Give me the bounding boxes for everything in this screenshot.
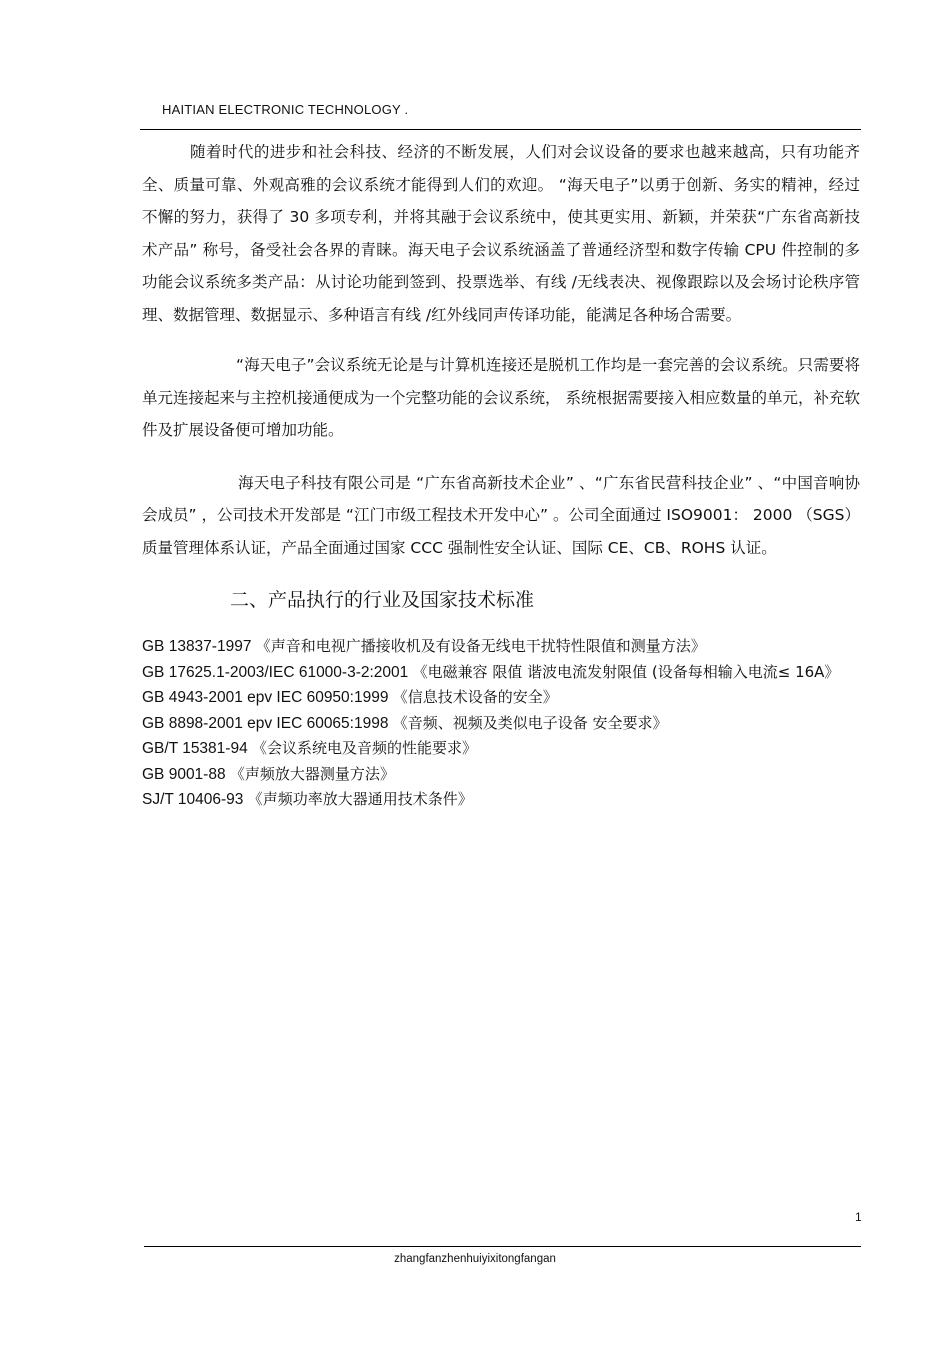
standard-item (142, 685, 860, 711)
paragraph-company: 海天电子科技有限公司是 “广东省高新技术企业” 、“广东省民营科技企业” 、“中国音响协会成员” ，公司技术开发部是 “江门市级工程技术开发中心” 。公司全面通过 ISO9001： 2000 （SGS）质量管理体系认证，产品全面通过国家 CCC 强制性安全认证、国际 CE、CB、ROHS 认证。 (142, 473, 860, 557)
standard-code: GB 4943-2001 epv IEC 60950:1999 (142, 689, 389, 706)
footer-divider (144, 1246, 861, 1247)
header-divider (140, 129, 861, 130)
standard-title: 《声频功率放大器通用技术条件》 (247, 790, 473, 808)
standard-title: 《电磁兼容 限值 谐波电流发射限值 (设备每相输入电流≤ 16A》 (412, 662, 840, 681)
standards-list (142, 634, 860, 813)
standard-item (142, 736, 860, 762)
standard-item (142, 711, 860, 737)
standard-code: GB 8898-2001 epv IEC 60065:1998 (142, 714, 389, 732)
standard-code: SJ/T 10406-93 (142, 791, 244, 808)
section-title: 二、产品执行的行业及国家技术标准 (230, 589, 535, 611)
standard-code: GB 9001-88 (142, 765, 226, 783)
page-number: 1 (855, 1210, 862, 1224)
page-footer: zhangfanzhenhuiyixitongfangan (394, 1253, 556, 1265)
standard-title: 《声音和电视广播接收机及有设备无线电干扰特性限值和测量方法》 (255, 637, 706, 655)
standard-code: GB/T 15381-94 (142, 740, 248, 757)
standard-code: GB 17625.1-2003/IEC 61000-3-2:2001 (142, 663, 409, 681)
standard-item (142, 787, 860, 813)
standard-title: 《会议系统电及音频的性能要求》 (252, 739, 478, 757)
standard-item (142, 660, 860, 686)
document-body (142, 136, 860, 813)
standard-code: GB 13837-1997 (142, 638, 252, 655)
standard-item (142, 762, 860, 788)
standard-title: 《声频放大器测量方法》 (229, 764, 395, 783)
standard-title: 《音频、视频及类似电子设备 安全要求》 (392, 713, 668, 732)
standard-item (142, 634, 860, 660)
paragraph-intro: 随着时代的进步和社会科技、经济的不断发展，人们对会议设备的要求也越来越高，只有功能齐全、质量可靠、外观高雅的会议系统才能得到人们的欢迎。 “海天电子”以勇于创新、务实的精神，经过不懈的努力，获得了 30 多项专利，并将其融于会议系统中，使其更实用、新颖，并荣获“广东省高新技术产品” 称号，备受社会各界的青睐。海天电子会议系统涵盖了普通经济型和数字传输 CPU 件控制的多功能会议系统多类产品：从讨论功能到签到、投票选举、有线 /无线表决、视像跟踪以及会场讨论秩序管理、数据管理、数据显示、多种语言有线 /红外线同声传译功能，能满足各种场合需要。 (142, 143, 860, 324)
page-header: HAITIAN ELECTRONIC TECHNOLOGY . (162, 102, 409, 117)
paragraph-system: “海天电子”会议系统无论是与计算机连接还是脱机工作均是一套完善的会议系统。只需要将单元连接起来与主控机接通便成为一个完整功能的会议系统， 系统根据需要接入相应数量的单元，补充软件及扩展设备便可增加功能。 (142, 356, 860, 439)
standard-title: 《信息技术设备的安全》 (392, 688, 558, 706)
